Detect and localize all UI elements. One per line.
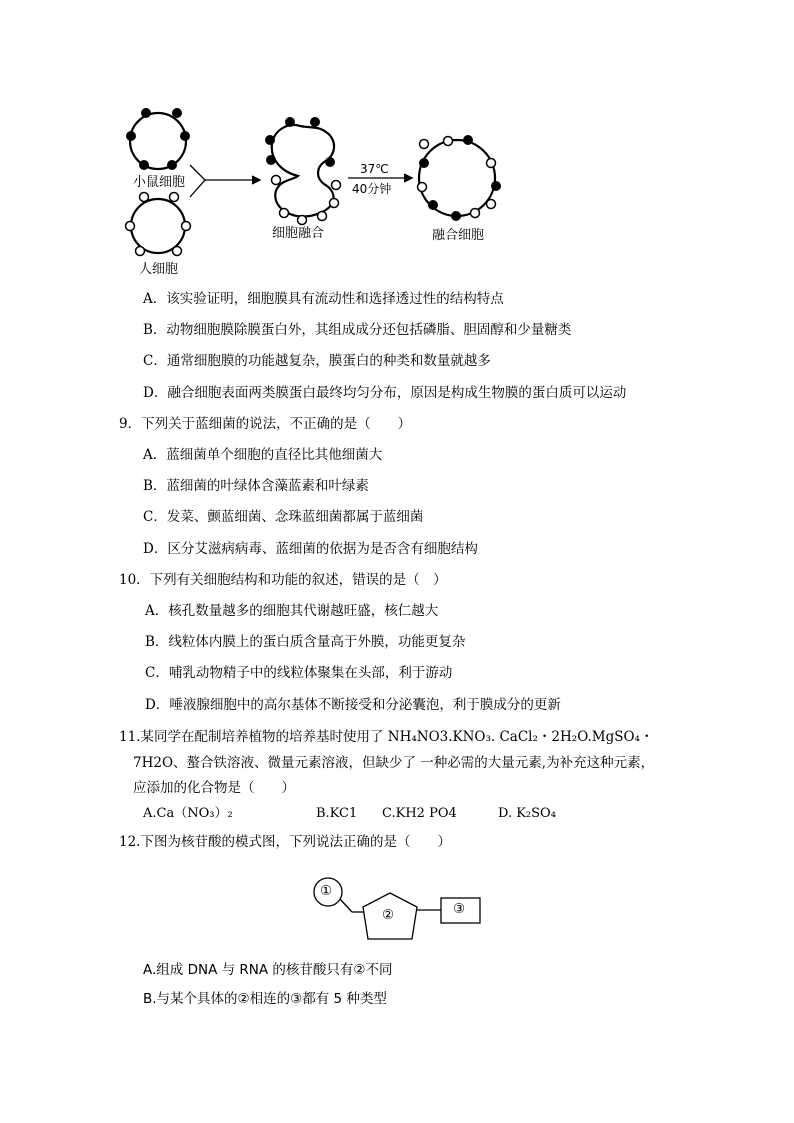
fusing-label: 细胞融合 xyxy=(272,226,325,241)
fusing-cell-shape xyxy=(272,125,334,217)
q8-option-d: D．融合细胞表面两类膜蛋白最终均匀分布，原因是构成生物膜的蛋白质可以运动 xyxy=(143,385,627,401)
label-1: ① xyxy=(320,883,333,899)
q9-option-d: D．区分艾滋病病毒、蓝细菌的依据为是否含有细胞结构 xyxy=(143,541,478,557)
q10-option-d: D．唾液腺细胞中的高尔基体不断接受和分泌囊泡，利于膜成分的更新 xyxy=(145,697,561,713)
q10-option-a: A．核孔数量越多的细胞其代谢越旺盛，核仁越大 xyxy=(145,603,439,619)
q12-option-a: A.组成 DNA 与 RNA 的核苷酸只有②不同 xyxy=(143,962,393,978)
q10-stem: 10．下列有关细胞结构和功能的叙述，错误的是（ ） xyxy=(119,572,447,588)
mouse-cell-label: 小鼠细胞 xyxy=(133,175,186,190)
q11-option-c: C.KH2 PO4 xyxy=(382,806,457,821)
q8-option-a: A．该实验证明，细胞膜具有流动性和选择透过性的结构特点 xyxy=(143,291,504,307)
q9-option-a: A．蓝细菌单个细胞的直径比其他细菌大 xyxy=(143,447,383,463)
label-3: ③ xyxy=(453,901,466,917)
duration-label: 40分钟 xyxy=(352,182,392,196)
human-cell-label: 人细胞 xyxy=(139,262,179,277)
nucleotide-diagram xyxy=(300,868,500,950)
q9-option-b: B．蓝细菌的叶绿体含藻蓝素和叶绿素 xyxy=(143,478,369,494)
q9-stem: 9．下列关于蓝细菌的说法，不正确的是（ ） xyxy=(119,416,412,432)
q10-option-b: B．线粒体内膜上的蛋白质含量高于外膜，功能更复杂 xyxy=(145,634,466,650)
fused-cell-label: 融合细胞 xyxy=(432,228,485,243)
q11-option-b: B.KC1 xyxy=(316,806,358,821)
human-cell-shape xyxy=(131,199,185,253)
cell-fusion-diagram xyxy=(0,0,794,290)
q9-option-c: C．发菜、颤蓝细菌、念珠蓝细菌都属于蓝细菌 xyxy=(143,509,424,525)
temperature-label: 37℃ xyxy=(360,162,389,176)
q12-option-b: B.与某个具体的②相连的③都有 5 种类型 xyxy=(143,991,387,1007)
q8-option-c: C．通常细胞膜的功能越复杂，膜蛋白的种类和数量就越多 xyxy=(143,353,491,369)
q10-option-c: C．哺乳动物精子中的线粒体聚集在头部，利于游动 xyxy=(145,665,453,681)
q11-stem-line3: 应添加的化合物是（ ） xyxy=(133,780,295,796)
mouse-cell-shape xyxy=(130,113,186,169)
q11-stem-line2: 7H2O、螯合铁溶液、微量元素溶液，但缺少了 一种必需的大量元素,为补充这种元素， xyxy=(133,755,655,771)
q8-option-b: B．动物细胞膜除膜蛋白外，其组成成分还包括磷脂、胆固醇和少量糖类 xyxy=(143,322,572,338)
q11-option-a: A.Ca（NO₃）₂ xyxy=(143,806,233,821)
q11-stem-line1: 11.某同学在配制培养植物的培养基时使用了 NH₄NO3.KNO₃. CaCl₂・2H₂O.MgSO₄・ xyxy=(119,729,654,745)
label-2: ② xyxy=(382,907,395,923)
q11-option-d: D. K₂SO₄ xyxy=(498,806,556,821)
q12-stem: 12.下图为核苷酸的模式图，下列说法正确的是（ ） xyxy=(119,834,451,850)
